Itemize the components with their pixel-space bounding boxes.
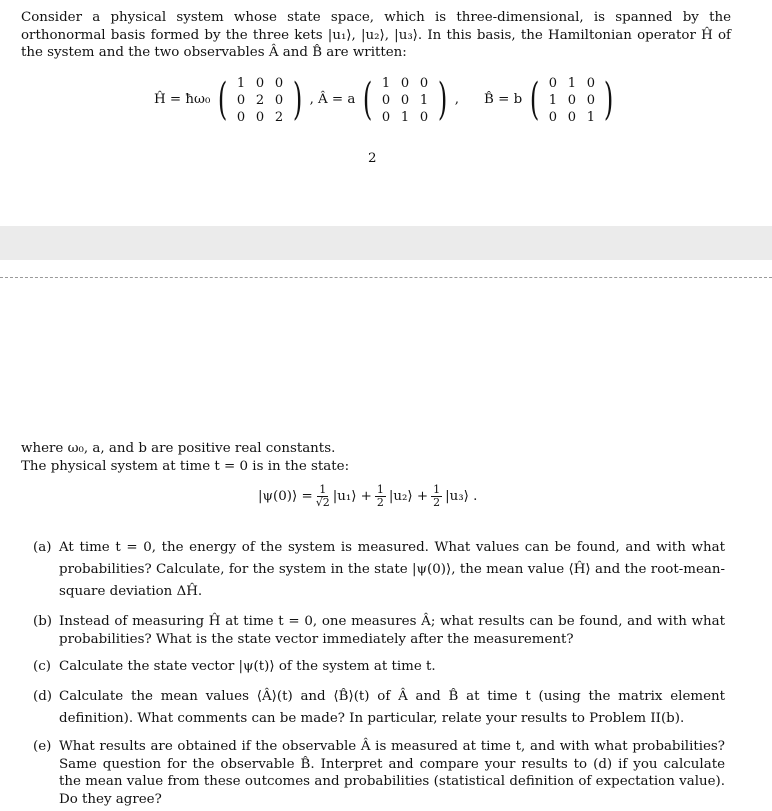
matrix-cell: 0 xyxy=(586,92,595,108)
question-label: (c) xyxy=(33,659,51,674)
matrix-cell: 0 xyxy=(274,75,284,91)
fraction-denominator: √2 xyxy=(315,496,330,509)
matrix-cell: 0 xyxy=(419,109,429,125)
initial-state-intro: The physical system at time t = 0 is in the state: xyxy=(21,458,350,474)
matrix-cell: 0 xyxy=(567,92,576,108)
matrix-cell: 0 xyxy=(381,92,391,108)
matrix-cell: 0 xyxy=(274,92,284,108)
matrix-cell: 0 xyxy=(586,75,595,91)
question-b xyxy=(33,613,725,648)
question-c xyxy=(33,658,725,676)
question-label: (b) xyxy=(33,614,53,629)
question-text: What results are obtained if the observable Â is measured at time t, and with what probabilities? Same question for the observable B̂. Interpret and compare your results to (d) if you calculate the mean value from these outcomes and probabilities (statistical definition of expectation value). Do they agree? xyxy=(59,739,725,807)
question-text: Calculate the state vector |ψ(t)⟩ of the system at time t. xyxy=(59,659,436,674)
observable-a-matrix: ( 1 0 0 0 0 1 0 1 0 ) xyxy=(363,74,447,125)
question-a xyxy=(33,537,725,603)
ket-term: |u₂⟩ + xyxy=(388,488,429,504)
fraction xyxy=(431,484,442,509)
matrix-cell: 0 xyxy=(236,92,246,108)
matrix-cell: 1 xyxy=(548,92,557,108)
matrix-cell: 2 xyxy=(255,92,265,108)
matrix-cell: 0 xyxy=(381,109,391,125)
observable-b-lhs: B̂ = b xyxy=(484,92,523,108)
intro-paragraph: Consider a physical system whose state space, which is three-dimensional, is spanned by the orthonormal basis formed by the three kets |u₁⟩, |u₂⟩, |u₃⟩. In this basis, the Hamiltonian operator Ĥ of the system and the two observables Â and B̂ are written: xyxy=(21,10,731,60)
question-label: (a) xyxy=(33,540,52,555)
matrix-cell: 1 xyxy=(236,75,246,91)
separator-comma: , xyxy=(309,92,314,108)
ket-term: |u₃⟩ . xyxy=(445,488,478,504)
separator-comma: , xyxy=(454,92,459,108)
fraction-denominator: 2 xyxy=(376,496,384,509)
question-label: (d) xyxy=(33,689,53,704)
matrix-cell: 1 xyxy=(419,92,429,108)
hamiltonian-matrix: ( 1 0 0 0 2 0 0 0 2 ) xyxy=(218,74,302,125)
page-break-divider xyxy=(0,277,772,278)
matrix-cell: 0 xyxy=(548,75,557,91)
matrix-cell: 1 xyxy=(586,109,595,125)
matrix-cell: 1 xyxy=(400,109,410,125)
matrix-cell: 0 xyxy=(400,92,410,108)
matrix-cell: 0 xyxy=(419,75,429,91)
question-d xyxy=(33,686,725,730)
observable-a-grid xyxy=(377,73,434,127)
matrix-cell: 1 xyxy=(567,75,576,91)
question-label: (e) xyxy=(33,739,52,754)
constants-note xyxy=(21,440,741,475)
observable-a-equation xyxy=(318,72,459,128)
matrix-cell: 0 xyxy=(400,75,410,91)
question-e xyxy=(33,738,725,808)
matrix-cell: 0 xyxy=(548,109,557,125)
fraction-denominator: 2 xyxy=(433,496,441,509)
ket-term: |u₁⟩ + xyxy=(332,488,372,504)
matrix-cell: 0 xyxy=(236,109,246,125)
observable-b-grid xyxy=(543,73,600,127)
hamiltonian-grid xyxy=(232,73,289,127)
initial-state-equation xyxy=(258,484,477,509)
matrix-cell: 0 xyxy=(567,109,576,125)
fraction-numerator: 1 xyxy=(433,483,441,496)
matrix-cell: 0 xyxy=(255,109,265,125)
hamiltonian-lhs: Ĥ = ħω₀ xyxy=(154,92,211,108)
page-number: 2 xyxy=(368,151,377,166)
fraction xyxy=(316,484,330,509)
state-lhs: |ψ(0)⟩ = xyxy=(258,488,313,504)
observable-b-matrix: ( 0 1 0 1 0 0 0 0 1 ) xyxy=(530,74,614,125)
matrix-cell: 2 xyxy=(274,109,284,125)
observable-a-lhs: Â = a xyxy=(318,92,356,108)
constants-line: where ω₀, a, and b are positive real constants. xyxy=(21,441,336,456)
fraction xyxy=(375,484,386,509)
fraction-numerator: 1 xyxy=(376,483,384,496)
matrix-cell: 1 xyxy=(381,75,391,91)
hamiltonian-equation xyxy=(154,72,314,128)
matrix-cell: 0 xyxy=(255,75,265,91)
observable-b-equation xyxy=(484,72,618,128)
question-text: At time t = 0, the energy of the system is measured. What values can be found, and with what probabilities? Calculate, for the system in the state |ψ(0)⟩, the mean value ⟨Ĥ⟩ and the root-mean-square deviation ΔĤ. xyxy=(59,540,725,599)
fraction-numerator: 1 xyxy=(319,483,327,496)
page-gap xyxy=(0,260,772,328)
question-text: Instead of measuring Ĥ at time t = 0, one measures Â; what results can be found, and with what probabilities? What is the state vector immediately after the measurement? xyxy=(59,614,725,647)
operator-matrices xyxy=(0,72,772,128)
question-text: Calculate the mean values ⟨Â⟩(t) and ⟨B̂⟩(t) of Â and B̂ at time t (using the matrix element definition). What comments can be made? In particular, relate your results to Problem II(b). xyxy=(59,689,725,726)
